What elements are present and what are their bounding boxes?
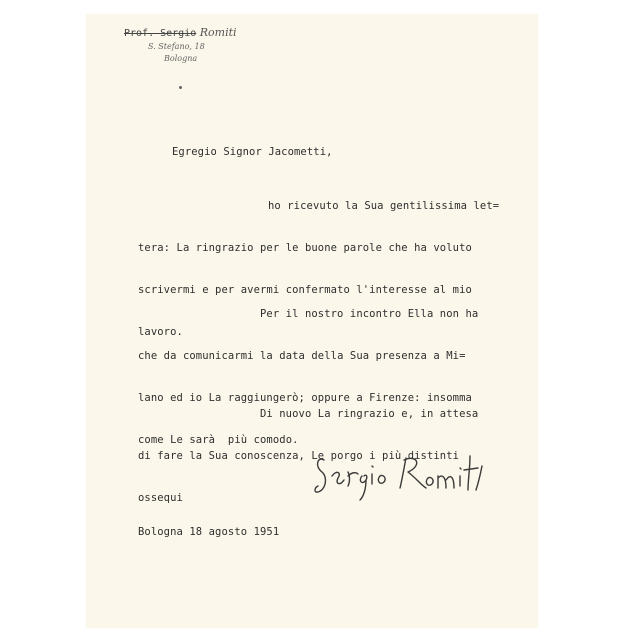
- paragraph-1-line: scrivermi e per avermi confermato l'interesse al mio: [138, 284, 472, 296]
- letterhead-city: Bologna: [164, 54, 198, 63]
- letterhead: [124, 26, 237, 63]
- paragraph-1-line: lavoro.: [138, 326, 183, 338]
- letterhead-name: [124, 26, 237, 39]
- handwritten-signature: [310, 446, 490, 506]
- paragraph-1-line: ho ricevuto la Sua gentilissima let=: [268, 200, 500, 212]
- letterhead-dot: [179, 86, 182, 89]
- paragraph-1-line: tera: La ringrazio per le buone parole che ha voluto: [138, 242, 472, 254]
- letterhead-surname: Romiti: [199, 26, 237, 39]
- paragraph-2-line: Per il nostro incontro Ella non ha: [260, 308, 479, 320]
- paragraph-2-line: che da comunicarmi la data della Sua presenza a Mi=: [138, 350, 466, 362]
- salutation: Egregio Signor Jacometti,: [172, 146, 333, 158]
- paragraph-3-line: di fare la Sua conoscenza, Le porgo i più distinti: [138, 450, 460, 462]
- letterhead-address: S. Stefano, 18: [148, 42, 205, 51]
- paragraph-2-line: lano ed io La raggiungerò; oppure a Firenze: insomma: [138, 392, 472, 404]
- place-date: Bologna 18 agosto 1951: [138, 526, 280, 538]
- paragraph-3-line: ossequi: [138, 492, 183, 504]
- paragraph-2-line: come Le sarà più comodo.: [138, 434, 299, 446]
- paragraph-3-line: Di nuovo La ringrazio e, in attesa: [260, 408, 479, 420]
- letterhead-struck-prefix: Prof. Sergio: [124, 28, 197, 39]
